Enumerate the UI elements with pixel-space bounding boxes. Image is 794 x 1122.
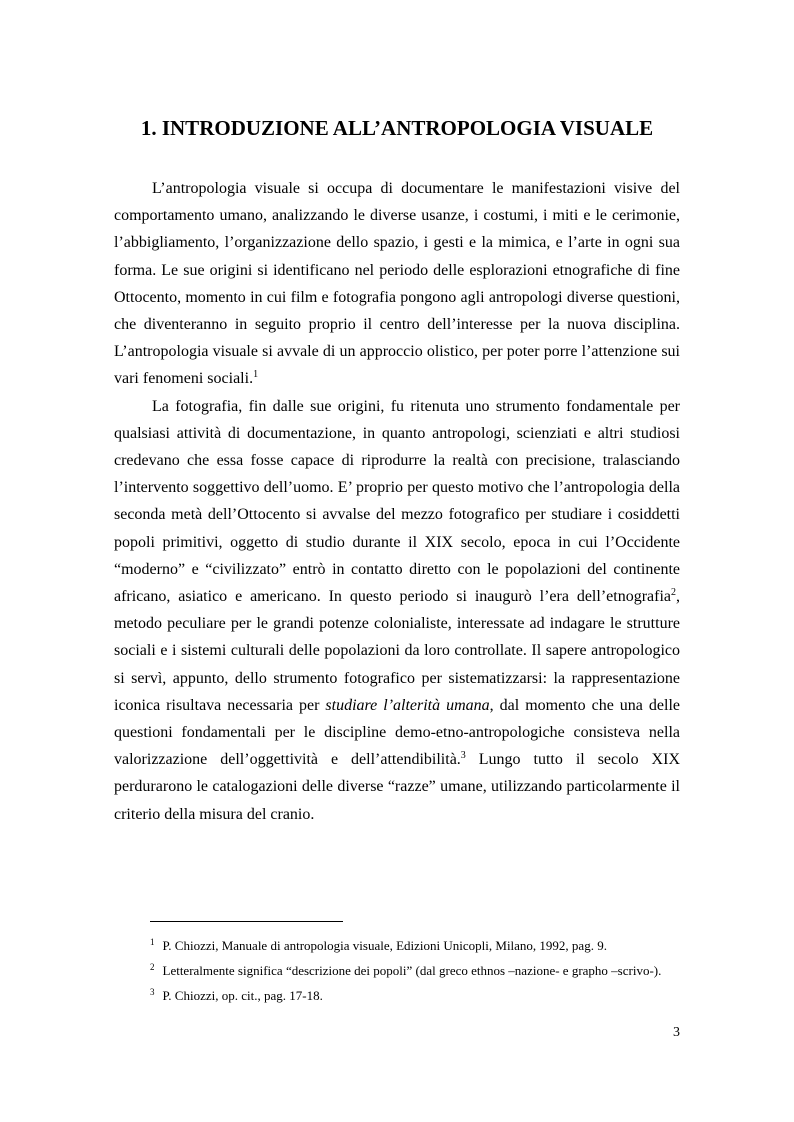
footnote-2-text: Letteralmente significa “descrizione dei popoli” (dal greco ethnos –nazione- e grapho –scrivo-).	[162, 963, 662, 978]
paragraph-2-emphasis: studiare l’alterità umana	[325, 696, 490, 714]
footnote-3-text: P. Chiozzi, op. cit., pag. 17-18.	[162, 988, 323, 1003]
footnote-2	[150, 962, 690, 979]
body-text	[114, 175, 680, 828]
footnote-separator	[150, 921, 343, 922]
paragraph-2-text-a: La fotografia, fin dalle sue origini, fu ritenuta uno strumento fondamentale per qualsiasi attività di documentazione, in quanto antropologi, scienziati e altri studiosi credevano che essa fosse capace di riprodurre la realtà con precisione, tralasciando l’intervento soggettivo dell’uomo. E’ proprio per questo motivo che l’antropologia della seconda metà dell’Ottocento si avvalse del mezzo fotografico per studiare i cosiddetti popoli primitivi, oggetto di studio durante il XIX secolo, epoca in cui l’Occidente “moderno” e “civilizzato” entrò in contatto diretto con le popolazioni del continente africano, asiatico e americano. In questo periodo si inaugurò l’era dell’etnografia	[114, 397, 680, 606]
footnote-2-number: 2	[150, 962, 155, 972]
footnote-1	[150, 937, 690, 954]
footnote-1-number: 1	[150, 937, 155, 947]
paragraph-1-text: L’antropologia visuale si occupa di documentare le manifestazioni visive del comportamento umano, analizzando le diverse usanze, i costumi, i miti e le cerimonie, l’abbigliamento, l’organizzazione dello spazio, i gesti e la mimica, e l’arte in ogni sua forma. Le sue origini si identificano nel periodo delle esplorazioni etnografiche di fine Ottocento, momento in cui film e fotografia pongono agli antropologi diverse questioni, che diventeranno in seguito proprio il centro dell’interesse per la nuova disciplina. L’antropologia visuale si avvale di un approccio olistico, per poter porre l’attenzione sui vari fenomeni sociali.	[114, 180, 680, 388]
paragraph-1	[114, 175, 680, 393]
footnotes	[150, 937, 690, 1012]
footnote-3	[150, 987, 690, 1004]
footnote-ref-2: 2	[671, 587, 676, 599]
paragraph-2-text-b: , metodo peculiare per le grandi potenze colonialiste, interessate ad indagare le strutture sociali e i sistemi culturali delle popolazioni da loro controllate. Il sapere antropologico si servì, appunto, dello strumento fotografico per sistematizzarsi: la rappresentazione iconica risultava necessaria per	[114, 588, 680, 714]
paragraph-2-text-d: Lungo tutto il secolo XIX perdurarono le catalogazioni delle diverse “razze” umane, utilizzando particolarmente il criterio della misura del cranio.	[114, 751, 680, 823]
page-number: 3	[673, 1025, 680, 1040]
footnote-3-number: 3	[150, 987, 155, 997]
footnote-ref-1: 1	[253, 369, 259, 381]
chapter-title: 1. INTRODUZIONE ALL’ANTROPOLOGIA VISUALE	[140, 116, 654, 140]
footnote-ref-3: 3	[460, 750, 466, 762]
paragraph-2-text-c: , dal momento che una delle questioni fondamentali per le discipline demo-etno-antropologiche consisteva nella valorizzazione dell’oggettività e dell’attendibilità.	[114, 696, 680, 769]
footnote-1-text: P. Chiozzi, Manuale di antropologia visuale, Edizioni Unicopli, Milano, 1992, pag. 9.	[162, 938, 607, 953]
paragraph-2	[114, 393, 680, 828]
